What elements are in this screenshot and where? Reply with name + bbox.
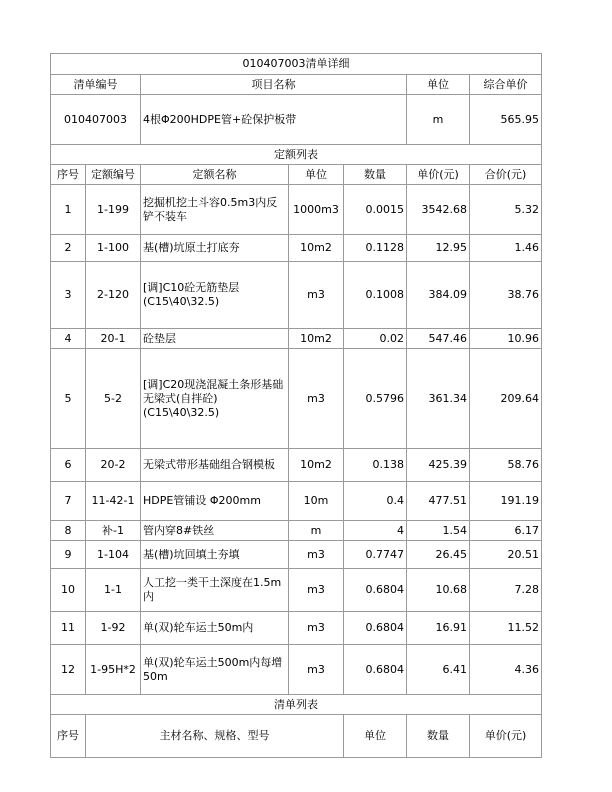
quota-total: 38.76	[470, 262, 542, 329]
quota-seq: 7	[51, 482, 86, 521]
quota-total: 11.52	[470, 612, 542, 645]
quota-code: 1-92	[86, 612, 141, 645]
quota-unit: m3	[289, 612, 344, 645]
title-row	[51, 54, 542, 75]
item-price-header: 综合单价	[470, 75, 542, 95]
quota-unit-price-header: 单价(元)	[407, 165, 470, 185]
item-name-header: 项目名称	[141, 75, 407, 95]
quota-code: 1-1	[86, 569, 141, 612]
quota-unit-header: 单位	[289, 165, 344, 185]
quota-qty: 0.4	[344, 482, 407, 521]
quota-qty: 0.138	[344, 449, 407, 482]
quota-total: 6.17	[470, 521, 542, 541]
quota-code: 20-1	[86, 329, 141, 349]
quota-unit-price: 12.95	[407, 235, 470, 262]
quota-row	[51, 482, 542, 521]
quota-unit: 10m2	[289, 329, 344, 349]
quota-name: 管内穿8#铁丝	[141, 521, 289, 541]
quota-code: 11-42-1	[86, 482, 141, 521]
quota-row	[51, 541, 542, 569]
quota-code: 1-199	[86, 185, 141, 235]
quota-total: 191.19	[470, 482, 542, 521]
quota-unit-price: 16.91	[407, 612, 470, 645]
quota-seq: 8	[51, 521, 86, 541]
quota-unit-price: 361.34	[407, 349, 470, 449]
quota-qty: 0.6804	[344, 612, 407, 645]
quota-qty: 0.7747	[344, 541, 407, 569]
quota-code: 补-1	[86, 521, 141, 541]
quota-unit-price: 10.68	[407, 569, 470, 612]
quota-seq: 12	[51, 645, 86, 695]
quota-seq: 2	[51, 235, 86, 262]
quota-unit: 1000m3	[289, 185, 344, 235]
materials-section-row	[51, 695, 542, 715]
quota-total: 4.36	[470, 645, 542, 695]
quota-total: 1.46	[470, 235, 542, 262]
quota-total: 209.64	[470, 349, 542, 449]
quota-name: [调]C10砼无筋垫层(C15\40\32.5)	[141, 262, 289, 329]
quota-unit-price: 3542.68	[407, 185, 470, 235]
item-header-row	[51, 75, 542, 95]
quota-seq: 3	[51, 262, 86, 329]
quota-row	[51, 262, 542, 329]
quota-row	[51, 612, 542, 645]
quota-unit-price: 6.41	[407, 645, 470, 695]
quota-code: 1-95H*2	[86, 645, 141, 695]
item-name: 4根Φ200HDPE管+砼保护板带	[141, 95, 407, 145]
quota-qty: 0.1008	[344, 262, 407, 329]
quota-code: 1-100	[86, 235, 141, 262]
materials-unit-price-header: 单价(元)	[470, 715, 542, 758]
quota-seq: 10	[51, 569, 86, 612]
quota-qty: 0.6804	[344, 645, 407, 695]
quota-name: 无梁式带形基础组合钢模板	[141, 449, 289, 482]
quota-unit: 10m2	[289, 449, 344, 482]
quota-code: 5-2	[86, 349, 141, 449]
quota-seq: 5	[51, 349, 86, 449]
quota-qty: 0.6804	[344, 569, 407, 612]
quota-name: 基(槽)坑回填土夯填	[141, 541, 289, 569]
item-unit-header: 单位	[407, 75, 470, 95]
quota-row	[51, 329, 542, 349]
materials-qty-header: 数量	[407, 715, 470, 758]
quota-total: 7.28	[470, 569, 542, 612]
quota-name: 单(双)轮车运土500m内每增50m	[141, 645, 289, 695]
quota-name: HDPE管铺设 Φ200mm	[141, 482, 289, 521]
quota-row	[51, 349, 542, 449]
materials-name-header: 主材名称、规格、型号	[86, 715, 344, 758]
quota-name: [调]C20现浇混凝土条形基础无梁式(自拌砼)(C15\40\32.5)	[141, 349, 289, 449]
quota-seq: 6	[51, 449, 86, 482]
quota-seq: 9	[51, 541, 86, 569]
quota-qty: 0.1128	[344, 235, 407, 262]
quota-total: 5.32	[470, 185, 542, 235]
quota-total: 58.76	[470, 449, 542, 482]
item-row	[51, 95, 542, 145]
quota-row	[51, 235, 542, 262]
quota-unit: m3	[289, 541, 344, 569]
quota-name: 单(双)轮车运土50m内	[141, 612, 289, 645]
quota-unit: 10m2	[289, 235, 344, 262]
item-price: 565.95	[470, 95, 542, 145]
quota-unit: m3	[289, 569, 344, 612]
quota-total-header: 合价(元)	[470, 165, 542, 185]
quota-unit-price: 1.54	[407, 521, 470, 541]
materials-unit-header: 单位	[344, 715, 407, 758]
quota-name: 砼垫层	[141, 329, 289, 349]
materials-header-row	[51, 715, 542, 758]
item-code-header: 清单编号	[51, 75, 141, 95]
quota-unit-price: 425.39	[407, 449, 470, 482]
quota-qty: 0.0015	[344, 185, 407, 235]
quota-unit: m3	[289, 645, 344, 695]
quota-unit-price: 384.09	[407, 262, 470, 329]
quota-section-title: 定额列表	[51, 145, 542, 165]
quota-row	[51, 521, 542, 541]
quota-unit-price: 547.46	[407, 329, 470, 349]
quota-row	[51, 449, 542, 482]
quota-qty: 4	[344, 521, 407, 541]
quota-row	[51, 185, 542, 235]
quota-row	[51, 569, 542, 612]
quota-section-row	[51, 145, 542, 165]
quota-row	[51, 645, 542, 695]
materials-section-title: 清单列表	[51, 695, 542, 715]
quota-code: 2-120	[86, 262, 141, 329]
quota-unit: m3	[289, 349, 344, 449]
quota-seq: 4	[51, 329, 86, 349]
quota-qty-header: 数量	[344, 165, 407, 185]
quota-total: 10.96	[470, 329, 542, 349]
quota-unit-price: 477.51	[407, 482, 470, 521]
quota-seq-header: 序号	[51, 165, 86, 185]
item-unit: m	[407, 95, 470, 145]
item-code: 010407003	[51, 95, 141, 145]
quota-unit-price: 26.45	[407, 541, 470, 569]
quota-code-header: 定额编号	[86, 165, 141, 185]
quota-name: 基(槽)坑原土打底夯	[141, 235, 289, 262]
materials-seq-header: 序号	[51, 715, 86, 758]
quota-name: 挖掘机挖土斗容0.5m3内反铲不装车	[141, 185, 289, 235]
quota-name-header: 定额名称	[141, 165, 289, 185]
table-title: 010407003清单详细	[51, 54, 542, 75]
quota-seq: 1	[51, 185, 86, 235]
quota-unit: 10m	[289, 482, 344, 521]
quota-name: 人工挖一类干土深度在1.5m内	[141, 569, 289, 612]
quota-unit: m	[289, 521, 344, 541]
quota-qty: 0.5796	[344, 349, 407, 449]
quota-seq: 11	[51, 612, 86, 645]
quota-unit: m3	[289, 262, 344, 329]
quota-header-row	[51, 165, 542, 185]
bill-detail-table	[50, 53, 542, 758]
quota-total: 20.51	[470, 541, 542, 569]
quota-code: 1-104	[86, 541, 141, 569]
quota-code: 20-2	[86, 449, 141, 482]
quota-qty: 0.02	[344, 329, 407, 349]
